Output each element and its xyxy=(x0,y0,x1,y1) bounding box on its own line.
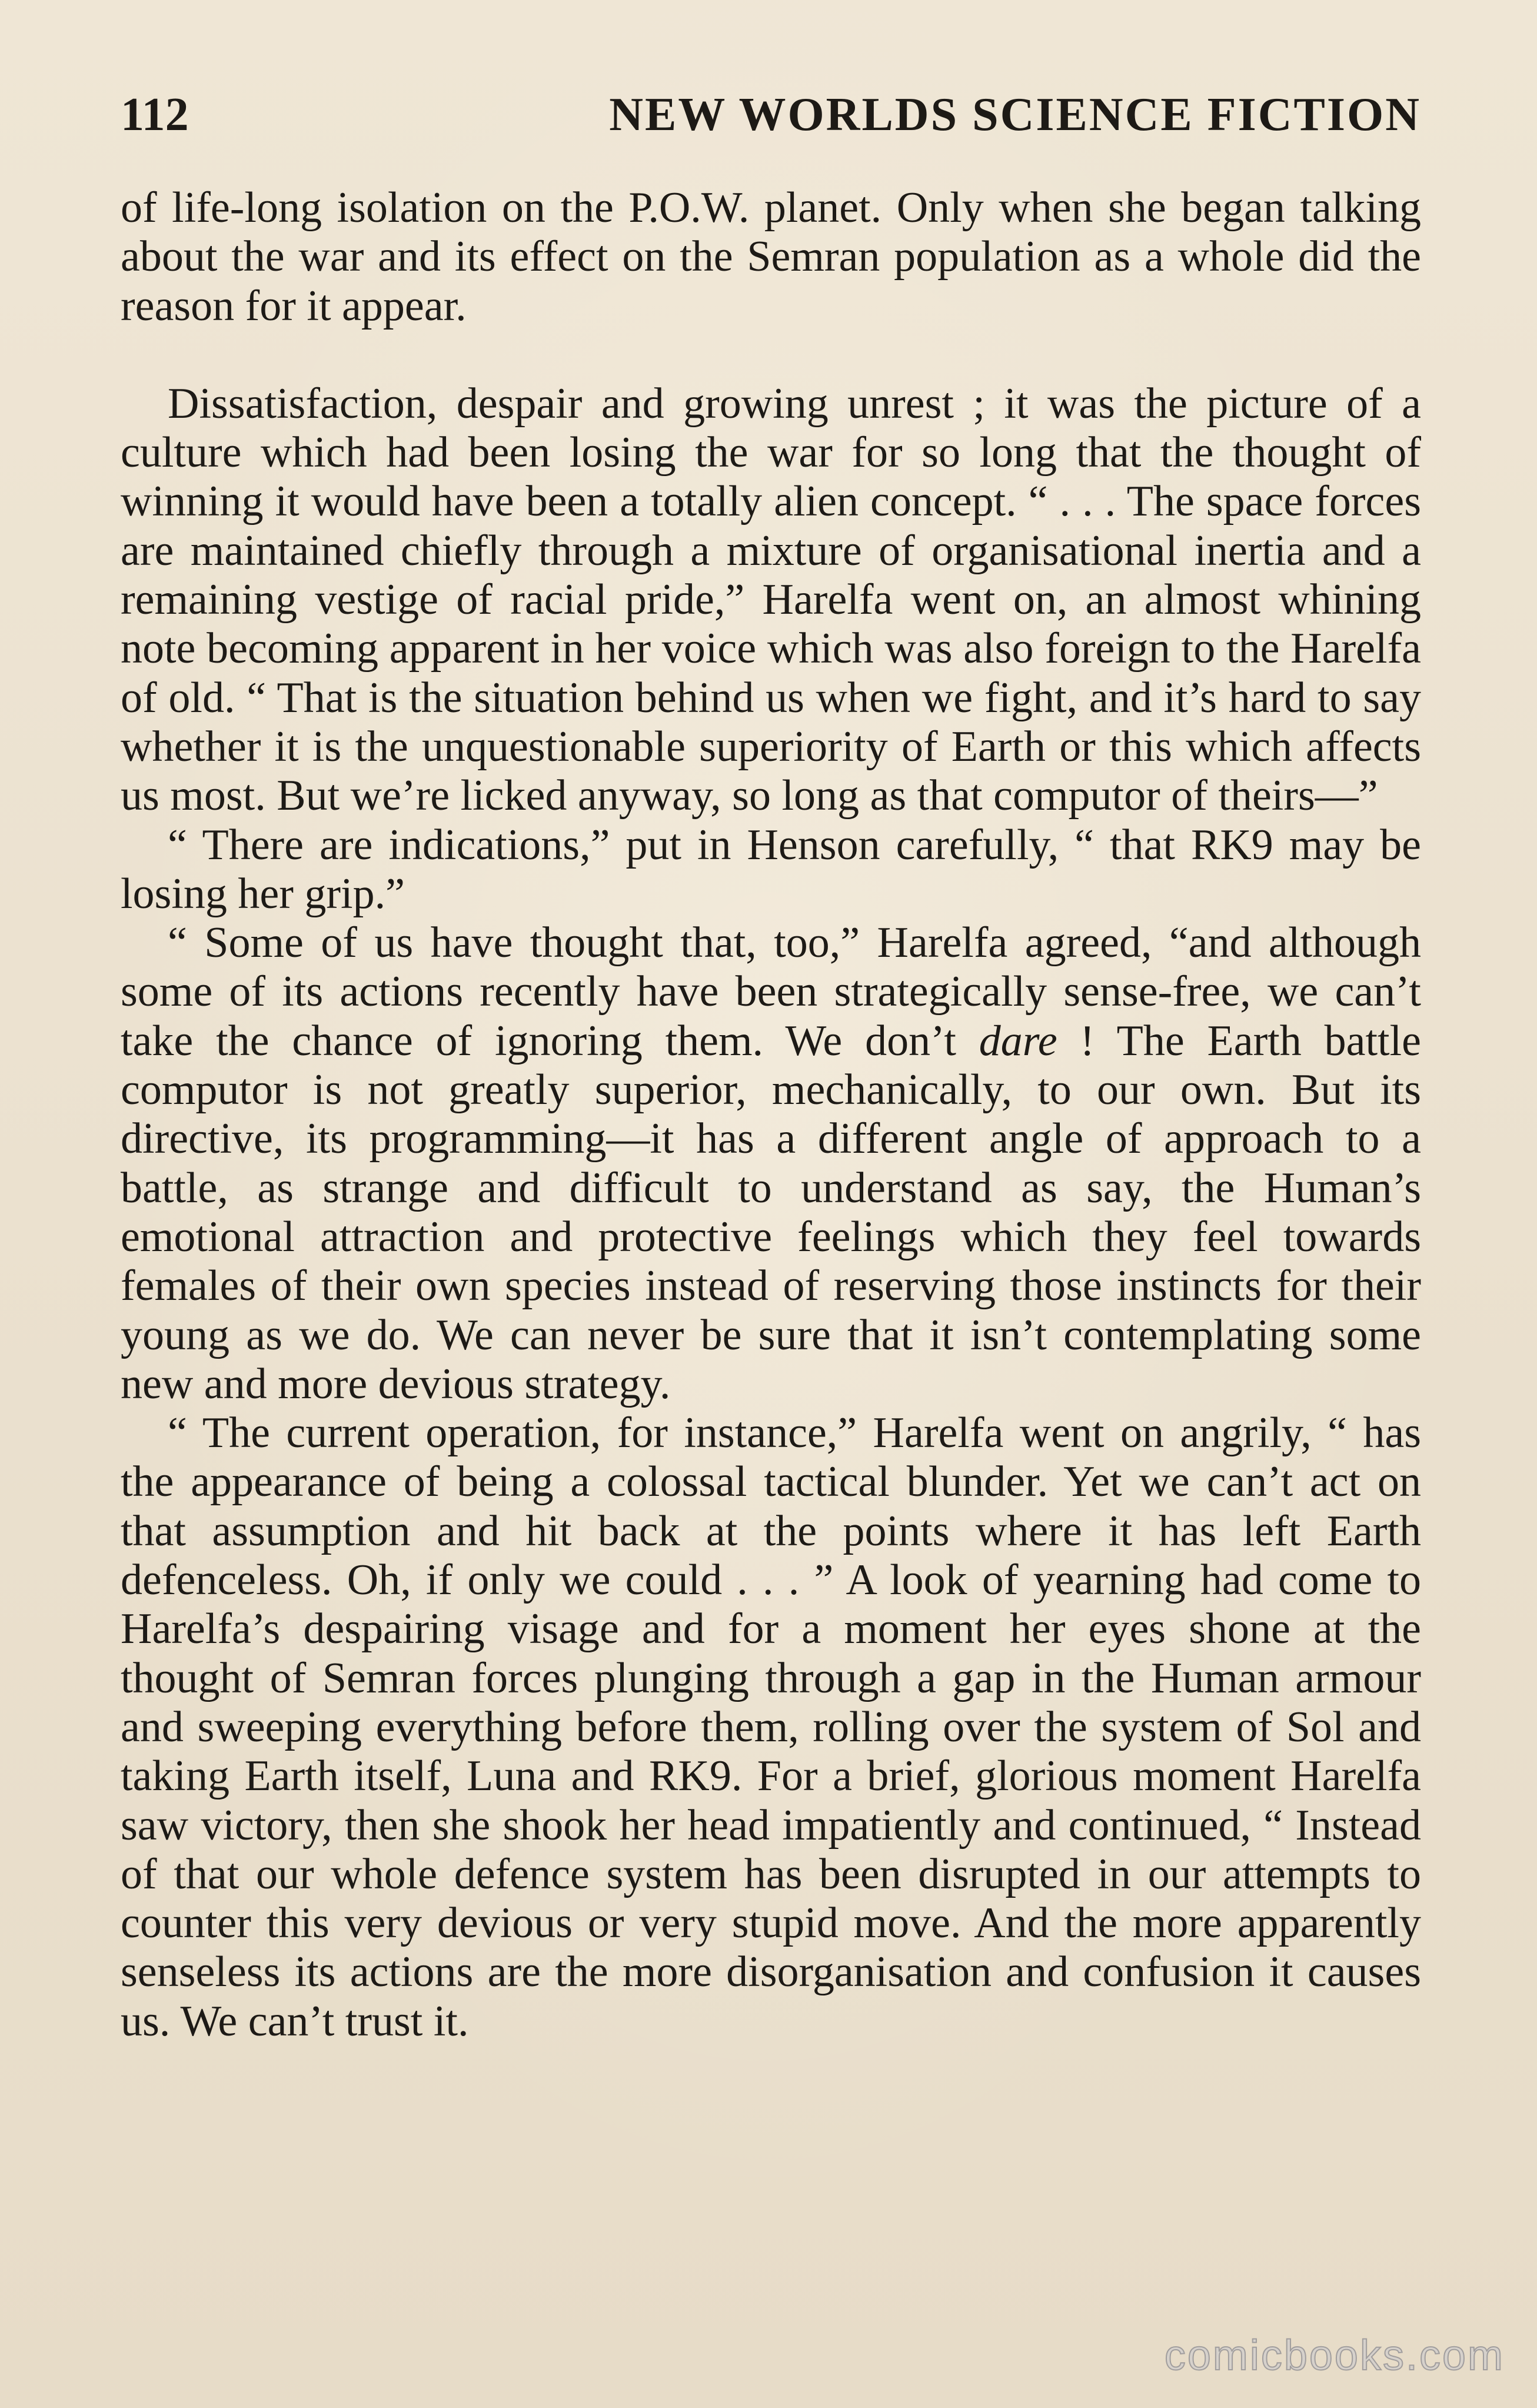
paragraph-4 xyxy=(121,919,1421,1409)
running-title: NEW WORLDS SCIENCE FICTION xyxy=(609,89,1421,141)
story-text xyxy=(121,184,1421,2046)
paragraph-4-after: ! The Earth battle computor is not greatly superior, mechanically, to our own. But its directive, its programming—it has a different angle of approach to a battle, as strange and difficult to understand as say, the Human’s emotional attraction and protective feelings which they feel towards females of their own species instead of reserving those instincts for their young as we do. We can never be sure that it isn’t contemplating some new and more devious strategy. xyxy=(121,1016,1421,1408)
paragraph-5: “ The current operation, for instance,” Harelfa went on angrily, “ has the appearance of being a colossal tactical blunder. Yet we can’t act on that assumption and hit back at the points where it has left Earth defenceless. Oh, if only we could . . . ” A look of yearning had come to Harelfa’s despairing visage and for a moment her eyes shone at the thought of Semran forces plunging through a gap in the Human armour and sweeping everything before them, rolling over the system of Sol and taking Earth itself, Luna and RK9. For a brief, glorious moment Harelfa saw victory, then she shook her head impatiently and continued, “ Instead of that our whole defence system has been disrupted in our attempts to counter this very devious or very stupid move. And the more apparently senseless its actions are the more disorganisation and confusion it causes us. We can’t trust it. xyxy=(121,1409,1421,2046)
page-header xyxy=(121,82,1421,147)
watermark: comicbooks.com xyxy=(1164,2332,1505,2379)
paragraph-4-before: “ Some of us have thought that, too,” Harelfa agreed, “and although some of its actions recently have been strategically sense-free, we can’t take the chance of ignoring them. We don’t xyxy=(121,919,1421,1065)
paragraph-1: of life-long isolation on the P.O.W. planet. Only when she began talking about the war and its effect on the Semran population as a whole did the reason for it appear. xyxy=(121,184,1421,330)
page-number: 112 xyxy=(121,89,189,141)
paragraph-3: “ There are indications,” put in Henson carefully, “ that RK9 may be losing her grip.” xyxy=(121,820,1421,918)
paragraph-4-italic: dare xyxy=(979,1016,1057,1065)
paragraph-2: Dissatisfaction, despair and growing unrest ; it was the picture of a culture which had been losing the war for so long that the thought of winning it would have been a totally alien concept. “ . . . The space forces are maintained chiefly through a mixture of organisational inertia and a remaining vestige of racial pride,” Harelfa went on, an almost whining note becoming apparent in her voice which was also foreign to the Harelfa of old. “ That is the situation behind us when we fight, and it’s hard to say whether it is the unquestionable superiority of Earth or this which affects us most. But we’re licked anyway, so long as that computor of theirs—” xyxy=(121,379,1421,820)
